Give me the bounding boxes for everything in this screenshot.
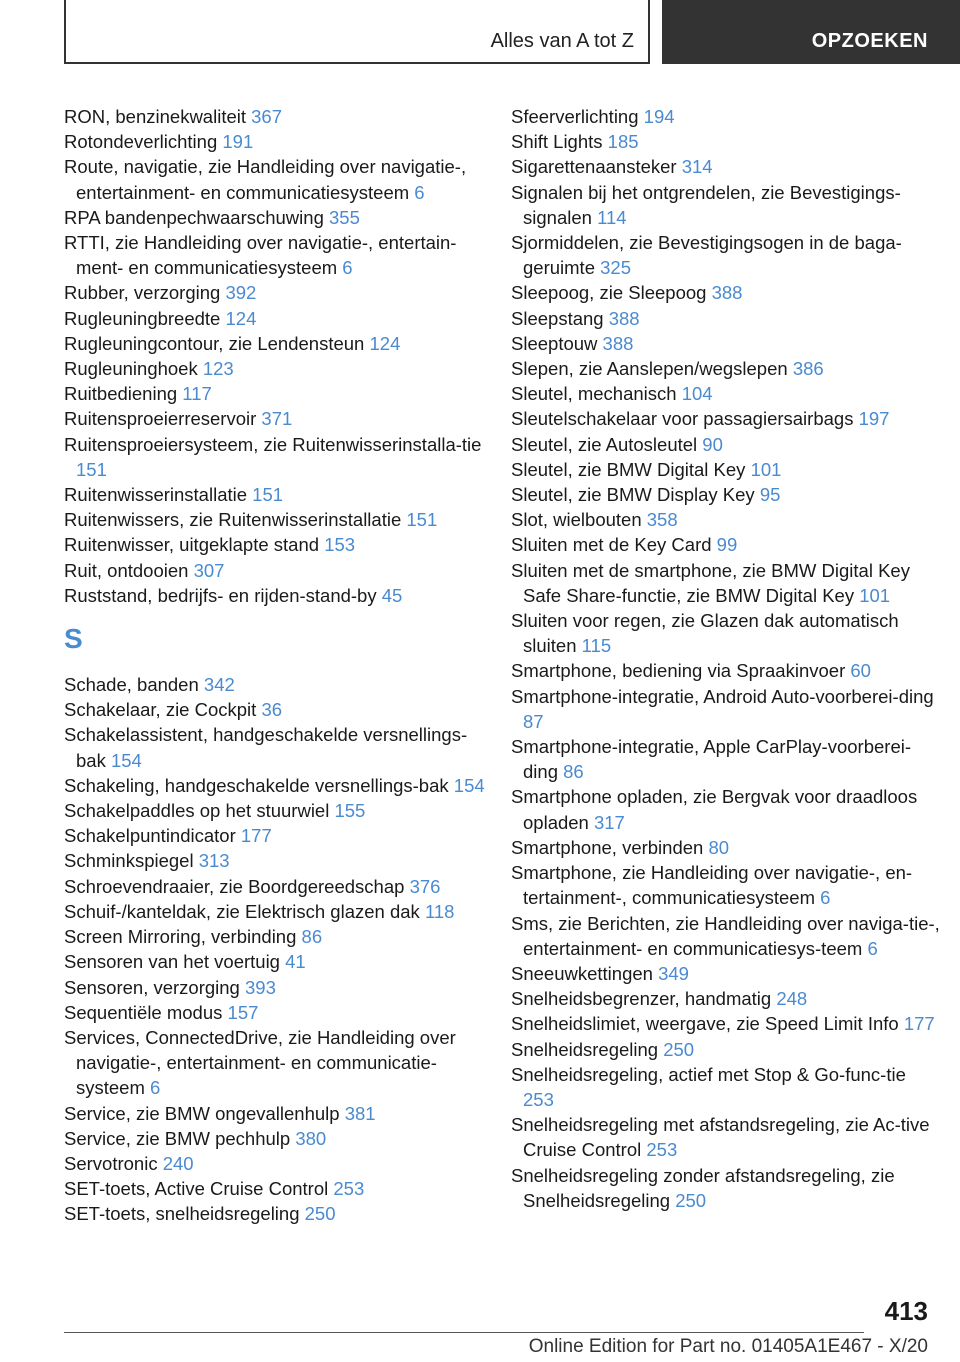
page-link[interactable]: 157 <box>227 1001 259 1023</box>
index-entry <box>64 306 494 331</box>
index-entry <box>511 986 941 1011</box>
entry-text: Ruststand, bedrijfs- en rijden-stand-by <box>64 584 382 606</box>
page-link[interactable]: 117 <box>182 383 212 405</box>
index-entry <box>511 154 941 179</box>
entry-text: Signalen bij het ontgrendelen, zie Bevestigings‐signalen <box>511 181 901 228</box>
page-link[interactable]: 197 <box>858 408 890 430</box>
index-entry <box>64 823 494 848</box>
index-entry <box>64 697 494 722</box>
index-entry <box>64 154 494 204</box>
index-entry <box>511 457 941 482</box>
page-link[interactable]: 6 <box>867 937 878 959</box>
page-link[interactable]: 86 <box>563 761 584 783</box>
entry-text: SET-toets, Active Cruise Control <box>64 1178 334 1200</box>
entry-text: Rugleuningcontour, zie Lendensteun <box>64 332 370 354</box>
index-entry <box>64 848 494 873</box>
page-link[interactable]: 388 <box>602 332 634 354</box>
index-entry <box>64 532 494 557</box>
index-entries-s <box>64 672 494 1226</box>
entry-text: RON, benzinekwaliteit <box>64 106 252 127</box>
page-link[interactable]: 151 <box>406 509 438 531</box>
page-link[interactable]: 177 <box>903 1013 935 1035</box>
page-link[interactable]: 371 <box>261 408 293 430</box>
page-link[interactable]: 118 <box>424 900 455 922</box>
page-link[interactable]: 240 <box>162 1152 194 1174</box>
entry-text: Sleutel, zie BMW Display Key <box>511 484 760 506</box>
index-entry <box>64 356 494 381</box>
page-link[interactable]: 101 <box>750 458 782 480</box>
entry-text: Snelheidsregeling <box>511 1038 664 1060</box>
index-entry <box>64 899 494 924</box>
entry-text: Services, ConnectedDrive, zie Handleiding over navigatie-, entertainment- en communicatie‐systeem <box>64 1026 456 1099</box>
page-link[interactable]: 325 <box>600 257 631 279</box>
page-link[interactable]: 317 <box>593 811 625 833</box>
page-link[interactable]: 151 <box>76 458 107 480</box>
page-link[interactable]: 6 <box>150 1077 161 1099</box>
entry-text: Sensoren, verzorging <box>64 976 245 998</box>
page-link[interactable]: 36 <box>261 699 283 721</box>
entry-text: Screen Mirroring, verbinding <box>64 926 302 948</box>
page-link[interactable]: 154 <box>453 774 485 796</box>
page-link[interactable]: 86 <box>301 926 323 948</box>
section-letter: S <box>64 623 83 655</box>
page-link[interactable]: 386 <box>792 358 824 380</box>
entry-text: Ruitensproeierreservoir <box>64 408 262 430</box>
entry-text: Smartphone-integratie, Apple CarPlay-voorberei‐ding <box>511 736 912 783</box>
entry-text: Sneeuwkettingen <box>511 962 659 984</box>
header-title: Alles van A tot Z <box>490 30 634 52</box>
entry-text: Ruit, ontdooien <box>64 559 194 581</box>
index-entry <box>64 1151 494 1176</box>
index-entry <box>511 1011 941 1036</box>
page-link[interactable]: 124 <box>369 332 401 354</box>
index-entry <box>511 1112 941 1162</box>
index-entry <box>64 205 494 230</box>
entry-text: RTTI, zie Handleiding over navigatie-, entertain‐ment- en communicatiesysteem <box>64 232 457 279</box>
page-link[interactable]: 185 <box>607 131 639 153</box>
entry-text: Schakeling, handgeschakelde versnellings‐bak <box>64 774 454 796</box>
left-column <box>64 104 494 1227</box>
index-entry <box>511 608 941 658</box>
page-link[interactable]: 154 <box>110 749 142 771</box>
index-entry <box>64 230 494 280</box>
page-link[interactable]: 6 <box>414 181 425 203</box>
page-link[interactable]: 99 <box>716 534 738 556</box>
index-entry <box>511 356 941 381</box>
index-entry <box>64 432 494 482</box>
index-entry <box>64 583 494 608</box>
index-entry <box>64 406 494 431</box>
page-link[interactable]: 153 <box>324 534 356 556</box>
entry-text: Sleutel, mechanisch <box>511 383 682 405</box>
entry-text: Smartphone, verbinden <box>511 836 709 858</box>
header-box <box>64 0 650 64</box>
entry-text: Schakelaar, zie Cockpit <box>64 699 262 721</box>
index-entry <box>511 860 941 910</box>
page-link[interactable]: 124 <box>225 307 257 329</box>
opzoeken-tab[interactable] <box>662 0 960 64</box>
index-entry <box>64 331 494 356</box>
entry-text: Ruitenwisserinstallatie <box>64 484 253 506</box>
entry-text: Sleepoog, zie Sleepoog <box>511 282 712 304</box>
entry-text: Snelheidsregeling met afstandsregeling, zie Ac‐tive Cruise Control <box>511 1114 930 1161</box>
entry-text: Schakelassistent, handgeschakelde versnellings‐bak <box>64 724 468 771</box>
footer-divider <box>64 1332 864 1333</box>
page-link[interactable]: 393 <box>245 976 276 998</box>
entry-text: Ruitenwissers, zie Ruitenwisserinstallatie <box>64 509 407 531</box>
entry-text: Rubber, verzorging <box>64 282 226 304</box>
page-link[interactable]: 314 <box>681 156 713 178</box>
entry-text: Schade, banden <box>64 674 204 696</box>
index-entry <box>511 180 941 230</box>
page-link[interactable]: 250 <box>663 1038 695 1060</box>
entry-text: Rugleuningbreedte <box>64 307 226 329</box>
index-entry <box>64 1126 494 1151</box>
index-entry <box>511 104 941 129</box>
entry-text: Snelheidslimiet, weergave, zie Speed Limit Info <box>511 1013 904 1035</box>
page-link[interactable]: 253 <box>523 1088 554 1110</box>
entry-text: SET-toets, snelheidsregeling <box>64 1203 305 1225</box>
page-link[interactable]: 253 <box>646 1139 678 1161</box>
index-entry <box>511 684 941 734</box>
page-link[interactable]: 6 <box>342 257 353 279</box>
page-link[interactable]: 101 <box>859 584 891 606</box>
entry-text: Sleepstang <box>511 307 609 329</box>
index-entry <box>511 734 941 784</box>
index-entry <box>64 129 494 154</box>
entry-text: Schuif-/kanteldak, zie Elektrisch glazen dak <box>64 900 425 922</box>
opzoeken-tab-label: OPZOEKEN <box>811 30 928 52</box>
index-entry <box>511 507 941 532</box>
page-link[interactable]: 358 <box>646 509 678 531</box>
entry-text: Sensoren van het voertuig <box>64 951 286 973</box>
index-entry <box>64 482 494 507</box>
entry-text: Slot, wielbouten <box>511 509 647 531</box>
entry-text: Smartphone-integratie, Android Auto-voorberei‐ding <box>511 685 934 707</box>
entry-text: RPA bandenpechwaarschuwing <box>64 206 329 228</box>
index-entry <box>64 949 494 974</box>
index-entry <box>64 874 494 899</box>
index-entry <box>64 381 494 406</box>
page-link[interactable]: 104 <box>681 383 713 405</box>
entry-text: Sleutelschakelaar voor passagiersairbags <box>511 408 859 430</box>
page-link[interactable]: 45 <box>381 584 403 606</box>
index-entry <box>511 961 941 986</box>
index-entry <box>511 482 941 507</box>
entry-text: Sleutel, zie BMW Digital Key <box>511 458 751 480</box>
page-link[interactable]: 87 <box>523 710 544 732</box>
page-link[interactable]: 155 <box>334 800 366 822</box>
index-entry <box>511 406 941 431</box>
entry-text: Sms, zie Berichten, zie Handleiding over naviga‐tie-, entertainment- en communicatiesys‐teem <box>511 912 940 959</box>
page-link[interactable]: 114 <box>597 206 627 228</box>
page-link[interactable]: 313 <box>198 850 230 872</box>
index-entries-r <box>64 104 494 608</box>
index-entry <box>511 381 941 406</box>
entry-text: Snelheidsregeling, actief met Stop & Go-func‐tie <box>511 1063 906 1085</box>
page-number: 413 <box>884 1296 928 1326</box>
right-column <box>511 104 941 1213</box>
entry-text: Sleeptouw <box>511 332 603 354</box>
entry-text: Schakelpaddles op het stuurwiel <box>64 800 335 822</box>
page-link[interactable]: 388 <box>608 307 640 329</box>
entry-text: Sluiten met de Key Card <box>511 534 717 556</box>
index-entry <box>511 835 941 860</box>
page-link[interactable]: 6 <box>820 887 831 909</box>
page-link[interactable]: 115 <box>581 635 612 657</box>
entry-text: Snelheidsbegrenzer, handmatig <box>511 988 777 1010</box>
page-link[interactable]: 367 <box>251 106 283 127</box>
index-entry <box>64 507 494 532</box>
index-entry <box>511 306 941 331</box>
footer-text: Online Edition for Part no. 01405A1E467 - X/20 <box>528 1336 928 1357</box>
page-link[interactable]: 355 <box>329 206 360 228</box>
entry-text: Ruitensproeiersysteem, zie Ruitenwisserinstalla‐tie <box>64 433 482 455</box>
index-entry <box>64 1101 494 1126</box>
index-entry <box>64 773 494 798</box>
index-entry <box>64 1176 494 1201</box>
entry-text: Sjormiddelen, zie Bevestigingsogen in de baga‐geruimte <box>511 232 902 279</box>
index-entry <box>511 432 941 457</box>
page-link[interactable]: 376 <box>409 875 441 897</box>
page-link[interactable]: 177 <box>240 825 272 847</box>
index-entry <box>511 230 941 280</box>
index-entry <box>511 1037 941 1062</box>
entry-text: Servotronic <box>64 1152 163 1174</box>
entry-text: Ruitbediening <box>64 383 183 405</box>
page-link[interactable]: 392 <box>225 282 257 304</box>
page-link[interactable]: 95 <box>759 484 781 506</box>
index-entry <box>64 280 494 305</box>
index-entry <box>64 558 494 583</box>
page-link[interactable]: 90 <box>702 433 723 455</box>
entry-text: Schminkspiegel <box>64 850 199 872</box>
page-link[interactable]: 41 <box>285 951 306 973</box>
page-link[interactable]: 60 <box>850 660 871 682</box>
page-link[interactable]: 307 <box>193 559 225 581</box>
index-entry <box>511 1163 941 1213</box>
entry-text: Smartphone opladen, zie Bergvak voor draadloos opladen <box>511 786 918 833</box>
page-link[interactable]: 342 <box>203 674 235 696</box>
index-entry <box>511 280 941 305</box>
page-link[interactable]: 388 <box>711 282 743 304</box>
entry-text: Snelheidsregeling zonder afstandsregeling, zie Snelheidsregeling <box>511 1164 895 1211</box>
index-entry <box>511 911 941 961</box>
entry-text: Sfeerverlichting <box>511 106 644 127</box>
index-entry <box>64 104 494 129</box>
page-link[interactable]: 349 <box>658 962 689 984</box>
page-link[interactable]: 80 <box>708 836 730 858</box>
page-link[interactable]: 191 <box>222 131 254 153</box>
index-entry <box>511 1062 941 1112</box>
index-entry <box>511 532 941 557</box>
entry-text: Ruitenwisser, uitgeklapte stand <box>64 534 325 556</box>
entry-text: Sleutel, zie Autosleutel <box>511 433 703 455</box>
index-entry <box>64 798 494 823</box>
index-entry <box>64 924 494 949</box>
entry-text: Service, zie BMW ongevallenhulp <box>64 1102 345 1124</box>
page-link[interactable]: 381 <box>344 1102 376 1124</box>
entry-text: Shift Lights <box>511 131 608 153</box>
page-link[interactable]: 248 <box>776 988 808 1010</box>
entry-text: Rugleuninghoek <box>64 358 203 380</box>
page-link[interactable]: 250 <box>304 1203 336 1225</box>
index-entry <box>511 558 941 608</box>
index-entry <box>64 1201 494 1226</box>
entry-text: Sequentiële modus <box>64 1001 228 1023</box>
entry-text: Service, zie BMW pechhulp <box>64 1127 296 1149</box>
page-link[interactable]: 250 <box>675 1189 707 1211</box>
entry-text: Slepen, zie Aanslepen/wegslepen <box>511 358 793 380</box>
entry-text: Sluiten met de smartphone, zie BMW Digital Key Safe Share-functie, zie BMW Digital Key <box>511 559 910 606</box>
index-entry <box>64 1000 494 1025</box>
index-entries-s-continued <box>511 104 941 1213</box>
page-link[interactable]: 380 <box>295 1127 327 1149</box>
page-link[interactable]: 123 <box>202 358 234 380</box>
entry-text: Rotondeverlichting <box>64 131 223 153</box>
index-entry <box>511 658 941 683</box>
entry-text: Route, navigatie, zie Handleiding over navigatie-, entertainment- en communicatiesysteem <box>64 156 467 203</box>
index-entry <box>64 975 494 1000</box>
page-link[interactable]: 253 <box>333 1178 365 1200</box>
entry-text: Schroevendraaier, zie Boordgereedschap <box>64 875 410 897</box>
index-entry <box>511 784 941 834</box>
index-entry <box>64 1025 494 1101</box>
entry-text: Schakelpuntindicator <box>64 825 241 847</box>
index-entry <box>64 722 494 772</box>
entry-text: Smartphone, bediening via Spraakinvoer <box>511 660 851 682</box>
index-entry <box>511 331 941 356</box>
index-entry <box>511 129 941 154</box>
index-entry <box>64 672 494 697</box>
entry-text: Sluiten voor regen, zie Glazen dak automatisch sluiten <box>511 610 899 657</box>
page-link[interactable]: 194 <box>643 106 675 127</box>
page-link[interactable]: 151 <box>252 484 284 506</box>
entry-text: Smartphone, zie Handleiding over navigatie-, en‐tertainment-, communicatiesysteem <box>511 862 913 909</box>
entry-text: Sigarettenaansteker <box>511 156 682 178</box>
